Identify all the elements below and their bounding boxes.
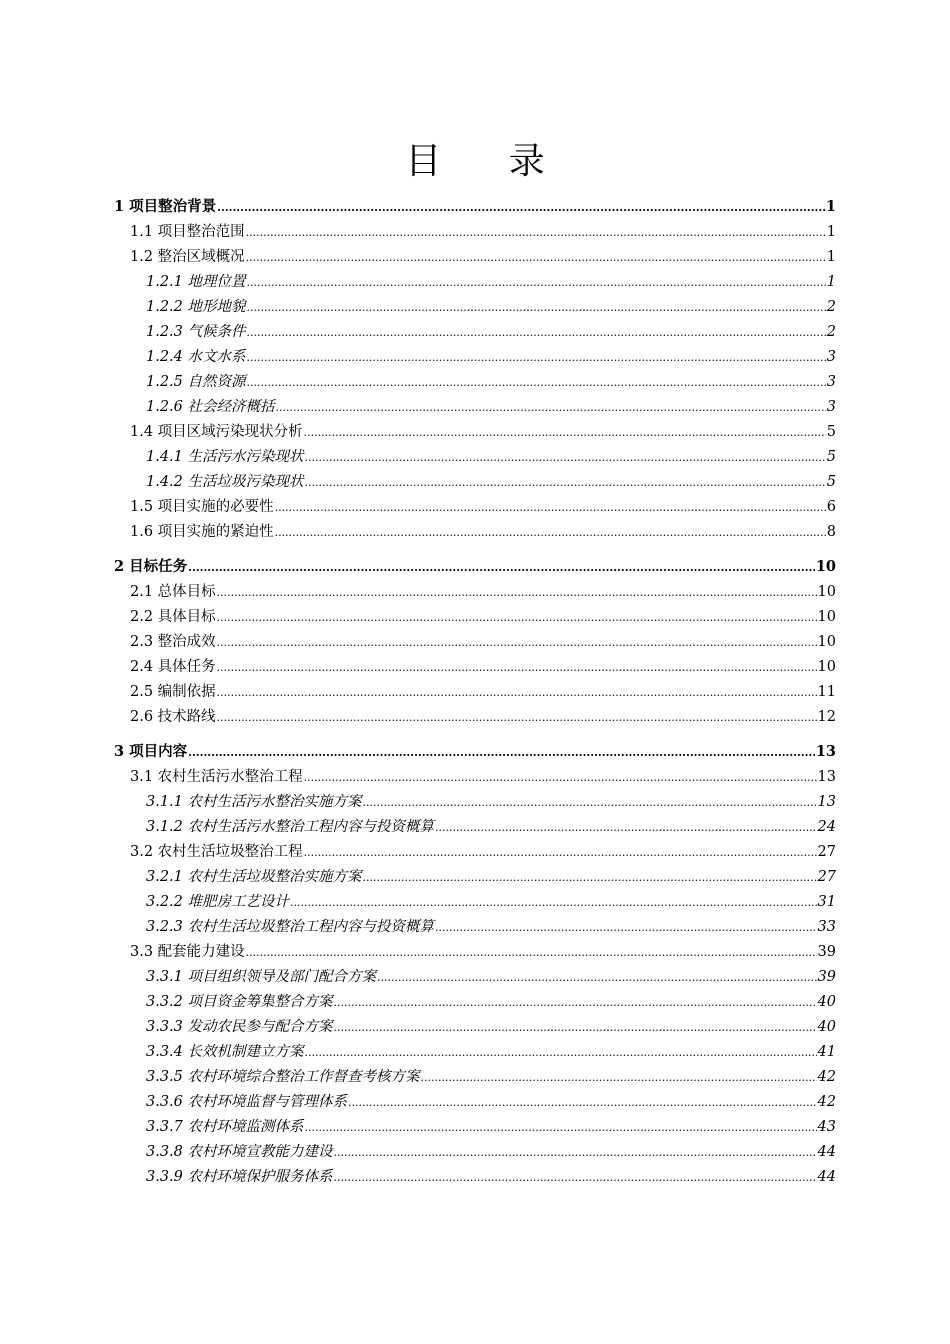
- toc-entry-page: 24: [817, 819, 836, 835]
- toc-entry-label: 2.2 具体目标: [130, 609, 216, 625]
- toc-entry-label: 3.3.7 农村环境监测体系: [146, 1119, 304, 1135]
- toc-leader-dots: [276, 395, 826, 420]
- toc-entry-label: 1.2.2 地形地貌: [146, 299, 246, 315]
- toc-entry[interactable]: [114, 790, 836, 815]
- toc-entry-label: 1.2.6 社会经济概括: [146, 399, 275, 415]
- toc-leader-dots: [217, 580, 817, 605]
- toc-leader-dots: [247, 270, 826, 295]
- toc-entry[interactable]: [114, 470, 836, 495]
- toc-entry-label: 3 项目内容: [114, 743, 188, 760]
- toc-entry[interactable]: [114, 630, 836, 655]
- toc-entry-label: 1.2.5 自然资源: [146, 374, 246, 390]
- toc-leader-dots: [275, 495, 826, 520]
- toc-entry-label: 1.6 项目实施的紧迫性: [130, 524, 274, 540]
- toc-entry-page: 27: [817, 844, 836, 860]
- toc-entry-label: 3.2.1 农村生活垃圾整治实施方案: [146, 869, 362, 885]
- toc-entry[interactable]: [114, 445, 836, 470]
- toc-entry-label: 1.2 整治区域概况: [130, 249, 245, 265]
- toc-entry-page: 10: [817, 659, 836, 675]
- toc-entry[interactable]: [114, 765, 836, 790]
- toc-entry-page: 5: [826, 424, 836, 440]
- toc-entry-label: 3.1 农村生活污水整治工程: [130, 769, 303, 785]
- toc-leader-dots: [305, 445, 826, 470]
- toc-leader-dots: [246, 940, 817, 965]
- toc-entry[interactable]: [114, 495, 836, 520]
- toc-entry-page: 40: [817, 1019, 836, 1035]
- toc-leader-dots: [247, 370, 826, 395]
- toc-entry-page: 39: [817, 969, 836, 985]
- toc-leader-dots: [217, 195, 825, 220]
- toc-entry-page: 44: [817, 1169, 836, 1185]
- toc-leader-dots: [217, 680, 817, 705]
- toc-leader-dots: [217, 655, 817, 680]
- toc-entry-page: 1: [825, 198, 836, 215]
- toc-entry[interactable]: [114, 554, 836, 579]
- toc-leader-dots: [435, 915, 817, 940]
- toc-entry-label: 1.5 项目实施的必要性: [130, 499, 274, 515]
- toc-entry-label: 1.2.1 地理位置: [146, 274, 246, 290]
- toc-entry-page: 8: [826, 524, 836, 540]
- toc-entry-label: 1.4 项目区域污染现状分析: [130, 424, 303, 440]
- toc-entry[interactable]: [114, 1140, 836, 1165]
- toc-leader-dots: [363, 790, 817, 815]
- toc-entry-page: 10: [817, 609, 836, 625]
- toc-entry-label: 3.3.1 项目组织领导及部门配合方案: [146, 969, 377, 985]
- toc-entry[interactable]: [114, 1065, 836, 1090]
- toc-entry-page: 2: [826, 324, 836, 340]
- toc-entry[interactable]: [114, 890, 836, 915]
- toc-entry-label: 2.3 整治成效: [130, 634, 216, 650]
- toc-leader-dots: [334, 1165, 817, 1190]
- toc-leader-dots: [247, 320, 826, 345]
- toc-leader-dots: [435, 815, 817, 840]
- toc-entry-label: 3.2.2 堆肥房工艺设计: [146, 894, 290, 910]
- toc-entry-page: 43: [817, 1119, 836, 1135]
- toc-entry[interactable]: [114, 605, 836, 630]
- toc-entry-page: 5: [826, 474, 836, 490]
- toc-entry-page: 5: [826, 449, 836, 465]
- toc-entry-page: 10: [817, 634, 836, 650]
- toc-entry-page: 3: [826, 349, 836, 365]
- toc-entry-page: 41: [817, 1044, 836, 1060]
- toc-entry-page: 40: [817, 994, 836, 1010]
- toc-entry-page: 39: [817, 944, 836, 960]
- toc-entry[interactable]: [114, 990, 836, 1015]
- toc-entry-label: 2 目标任务: [114, 558, 188, 575]
- toc-entry[interactable]: [114, 295, 836, 320]
- toc-leader-dots: [217, 605, 817, 630]
- toc-leader-dots: [246, 220, 826, 245]
- toc-entry-page: 3: [826, 374, 836, 390]
- table-of-contents: [114, 194, 836, 1190]
- toc-entry[interactable]: [114, 580, 836, 605]
- toc-leader-dots: [334, 990, 817, 1015]
- toc-entry[interactable]: [114, 345, 836, 370]
- toc-entry[interactable]: [114, 739, 836, 764]
- toc-leader-dots: [188, 555, 815, 580]
- toc-entry-page: 1: [826, 224, 836, 240]
- toc-leader-dots: [304, 765, 817, 790]
- toc-entry-page: 13: [817, 769, 836, 785]
- toc-entry-page: 31: [817, 894, 836, 910]
- toc-entry-label: 1 项目整治背景: [114, 198, 217, 215]
- toc-entry[interactable]: [114, 220, 836, 245]
- toc-leader-dots: [304, 840, 817, 865]
- toc-entry-label: 2.6 技术路线: [130, 709, 216, 725]
- toc-entry-page: 2: [826, 299, 836, 315]
- toc-entry-label: 2.5 编制依据: [130, 684, 216, 700]
- toc-entry-page: 11: [817, 684, 836, 700]
- toc-entry[interactable]: [114, 270, 836, 295]
- toc-entry-label: 3.3.8 农村环境宣教能力建设: [146, 1144, 333, 1160]
- toc-leader-dots: [348, 1090, 817, 1115]
- toc-entry-page: 42: [817, 1094, 836, 1110]
- toc-entry-page: 33: [817, 919, 836, 935]
- toc-entry-label: 1.4.1 生活污水污染现状: [146, 449, 304, 465]
- toc-entry-page: 10: [815, 558, 836, 575]
- toc-entry-page: 10: [817, 584, 836, 600]
- toc-leader-dots: [275, 520, 826, 545]
- toc-entry[interactable]: [114, 1015, 836, 1040]
- toc-entry-label: 2.1 总体目标: [130, 584, 216, 600]
- toc-leader-dots: [363, 865, 817, 890]
- toc-entry[interactable]: [114, 815, 836, 840]
- toc-entry-label: 2.4 具体任务: [130, 659, 216, 675]
- toc-leader-dots: [217, 705, 817, 730]
- toc-entry[interactable]: [114, 965, 836, 990]
- toc-leader-dots: [305, 470, 826, 495]
- toc-entry-label: 3.2.3 农村生活垃圾整治工程内容与投资概算: [146, 919, 435, 935]
- toc-entry-page: 3: [826, 399, 836, 415]
- toc-leader-dots: [217, 630, 817, 655]
- toc-entry[interactable]: [114, 1090, 836, 1115]
- toc-leader-dots: [188, 740, 815, 765]
- toc-leader-dots: [304, 420, 826, 445]
- toc-leader-dots: [290, 890, 817, 915]
- toc-leader-dots: [421, 1065, 817, 1090]
- toc-entry-page: 1: [826, 274, 836, 290]
- toc-leader-dots: [247, 345, 826, 370]
- toc-entry-page: 6: [826, 499, 836, 515]
- toc-leader-dots: [305, 1115, 817, 1140]
- toc-entry-page: 44: [817, 1144, 836, 1160]
- toc-entry[interactable]: [114, 865, 836, 890]
- toc-entry-page: 12: [817, 709, 836, 725]
- toc-entry[interactable]: [114, 655, 836, 680]
- toc-leader-dots: [247, 295, 826, 320]
- toc-entry-page: 13: [817, 794, 836, 810]
- toc-entry-label: 1.1 项目整治范围: [130, 224, 245, 240]
- toc-entry-label: 3.3.5 农村环境综合整治工作督查考核方案: [146, 1069, 420, 1085]
- toc-leader-dots: [305, 1040, 817, 1065]
- toc-entry[interactable]: [114, 395, 836, 420]
- toc-entry[interactable]: [114, 680, 836, 705]
- toc-entry-page: 27: [817, 869, 836, 885]
- toc-entry[interactable]: [114, 915, 836, 940]
- toc-entry-page: 42: [817, 1069, 836, 1085]
- toc-entry-label: 3.3.2 项目资金筹集整合方案: [146, 994, 333, 1010]
- toc-entry[interactable]: [114, 705, 836, 730]
- toc-entry[interactable]: [114, 420, 836, 445]
- toc-entry[interactable]: [114, 320, 836, 345]
- toc-entry[interactable]: [114, 245, 836, 270]
- toc-entry-label: 1.2.4 水文水系: [146, 349, 246, 365]
- toc-leader-dots: [377, 965, 817, 990]
- toc-entry-label: 1.4.2 生活垃圾污染现状: [146, 474, 304, 490]
- toc-entry-label: 3.1.1 农村生活污水整治实施方案: [146, 794, 362, 810]
- toc-entry-label: 3.3.4 长效机制建立方案: [146, 1044, 304, 1060]
- toc-entry[interactable]: [114, 370, 836, 395]
- toc-entry-page: 13: [815, 743, 836, 760]
- toc-entry[interactable]: [114, 1115, 836, 1140]
- toc-leader-dots: [246, 245, 826, 270]
- toc-entry-page: 1: [826, 249, 836, 265]
- toc-entry[interactable]: [114, 940, 836, 965]
- toc-entry-label: 3.3.6 农村环境监督与管理体系: [146, 1094, 348, 1110]
- toc-entry-label: 3.3 配套能力建设: [130, 944, 245, 960]
- toc-entry-label: 3.1.2 农村生活污水整治工程内容与投资概算: [146, 819, 435, 835]
- toc-entry[interactable]: [114, 194, 836, 219]
- toc-entry-label: 3.3.9 农村环境保护服务体系: [146, 1169, 333, 1185]
- toc-entry-label: 3.3.3 发动农民参与配合方案: [146, 1019, 333, 1035]
- toc-entry-label: 1.2.3 气候条件: [146, 324, 246, 340]
- page-title: 目 录: [405, 141, 573, 182]
- toc-leader-dots: [334, 1015, 817, 1040]
- toc-entry[interactable]: [114, 520, 836, 545]
- toc-entry[interactable]: [114, 1165, 836, 1190]
- toc-entry[interactable]: [114, 1040, 836, 1065]
- toc-entry-label: 3.2 农村生活垃圾整治工程: [130, 844, 303, 860]
- toc-entry[interactable]: [114, 840, 836, 865]
- toc-leader-dots: [334, 1140, 817, 1165]
